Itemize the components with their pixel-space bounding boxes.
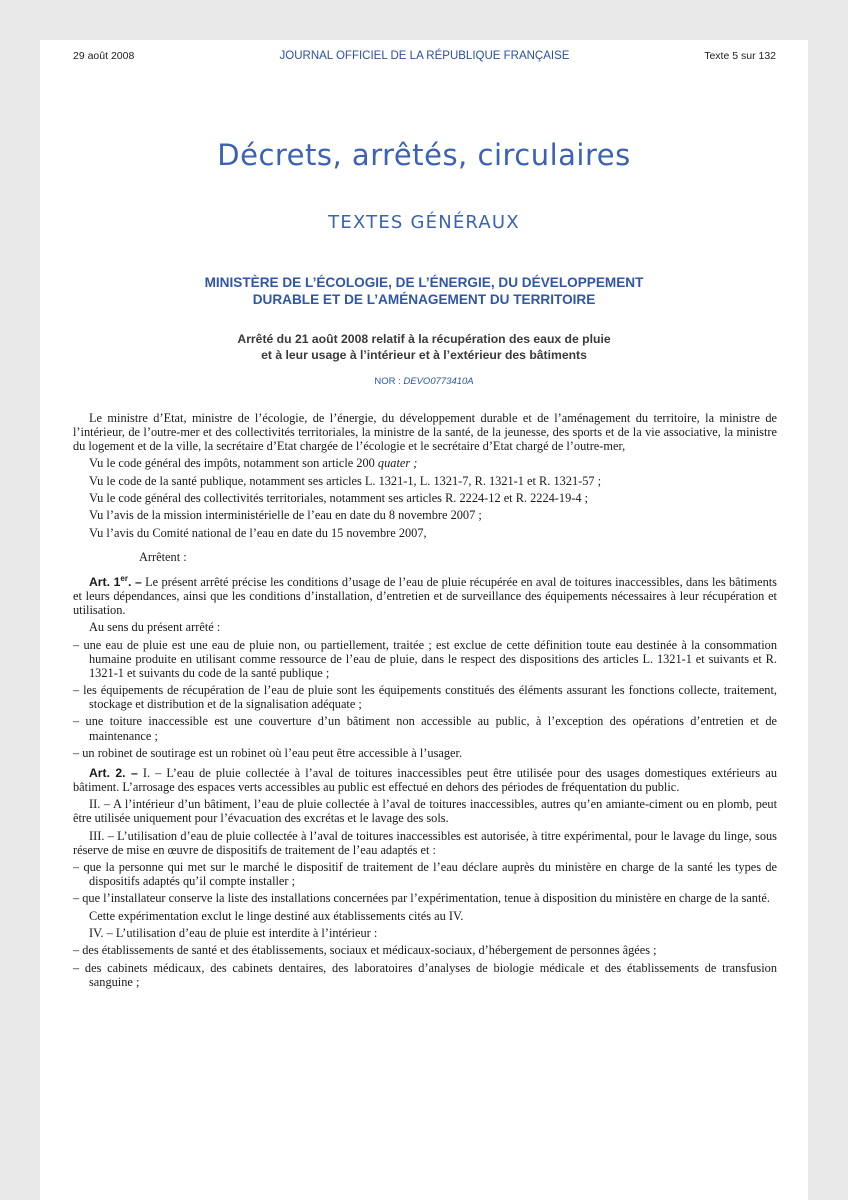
article-1-definition-2: – les équipements de récupération de l’eau de pluie sont les équipements constitués des éléments assurant les fonctions collecte, traitement, stockage et distribution et de la signalisation adéquate ; — [73, 683, 777, 712]
article-2-paragraph-5: IV. – L’utilisation d’eau de pluie est interdite à l’intérieur : — [89, 925, 378, 940]
article-2-paragraph-1: I. – L’eau de pluie collectée à l’aval de toitures inaccessibles peut être utilisée pour des usages domestiques extérieurs au bâtiment. L’arrosage des espaces verts accessibles au public est effectué en dehors des périodes de fréquentation du public. — [73, 765, 777, 794]
journal-title: JOURNAL OFFICIEL DE LA RÉPUBLIQUE FRANÇAISE — [279, 50, 570, 62]
ministry-line-2: DURABLE ET DE L’AMÉNAGEMENT DU TERRITOIRE — [252, 292, 596, 307]
article-2-label: Art. 2. – — [89, 765, 138, 780]
article-1-sens: Au sens du présent arrêté : — [89, 620, 221, 635]
arrete-title — [80, 331, 768, 363]
article-2-paragraph-2: II. – A l’intérieur d’un bâtiment, l’eau de pluie collectée à l’aval de toitures inaccessibles, autres qu’en amiante-ciment ou en plomb, peut être utilisée uniquement pour l’évacuation des excrétas et le lavage des sols. — [73, 797, 777, 826]
article-2-item-1: – que la personne qui met sur le marché le dispositif de traitement de l’eau déclare auprès du ministère en charge de la santé les types de dispositifs adaptés qu’il compte installer ; — [73, 860, 777, 889]
article-1-definition-1: – une eau de pluie est une eau de pluie non, ou partiellement, traitée ; est exclue de cette définition toute eau destinée à la consommation humaine produite en utilisant comme ressource de l’eau de pluie, dans le respect des dispositions des articles L. 1321-1 et suivants et R. 1321-1 et suivants du code de la santé publique ; — [73, 637, 777, 680]
ministry-heading — [80, 274, 768, 308]
ministry-line-1: MINISTÈRE DE L’ÉCOLOGIE, DE L’ÉNERGIE, DU DÉVELOPPEMENT — [204, 275, 644, 290]
arrete-title-line-2: et à leur usage à l’intérieur et à l’extérieur des bâtiments — [261, 348, 587, 362]
article-1-text: Le présent arrêté précise les conditions d’usage de l’eau de pluie récupérée en aval de toitures inaccessibles, dans les bâtiments et leurs dépendances, ainsi que les conditions d’installation, d’entretien et de surveillance des équipements nécessaires à leur récupération et utilisation. — [73, 574, 777, 618]
running-head — [73, 50, 776, 64]
article-2-item-2: – que l’installateur conserve la liste des installations concernées par l’expérimentation, tenue à disposition du ministère en charge de la santé. — [73, 891, 770, 906]
article-1-definition-3: – une toiture inaccessible est une couverture d’un bâtiment non accessible au public, à l’exception des opérations d’entretien et de maintenance ; — [73, 714, 777, 743]
visa-3: Vu le code général des collectivités territoriales, notamment ses articles R. 2224-12 et R. 2224-19-4 ; — [89, 491, 589, 506]
document-body — [73, 411, 777, 992]
visa-1 — [73, 456, 777, 470]
article-1-label: Art. 1er. – — [89, 573, 142, 589]
preamble-intro: Le ministre d’Etat, ministre de l’écologie, de l’énergie, du développement durable et de l’aménagement du territoire, la ministre de l’intérieur, de l’outre-mer et des collectivités territoriales, la ministre de la santé, de la jeunesse, des sports et de la vie associative, la ministre du logement et de la ville, la secrétaire d’Etat chargée de l’écologie et le secrétaire d’Etat chargé de l’outre-mer, — [73, 411, 777, 454]
article-1 — [73, 572, 777, 617]
article-2-paragraph-3: III. – L’utilisation d’eau de pluie collectée à l’aval de toitures inaccessibles est autorisée, à titre expérimental, pour le lavage du linge, sous réserve de mise en œuvre de dispositifs de traitement de l’eau adaptés et : — [73, 828, 777, 857]
journal-page — [40, 40, 808, 1200]
publication-date: 29 août 2008 — [73, 50, 135, 62]
text-number: Texte 5 sur 132 — [704, 50, 776, 62]
visa-2: Vu le code de la santé publique, notamment ses articles L. 1321-1, L. 1321-7, R. 1321-1 et R. 1321-57 ; — [89, 473, 602, 488]
visa-4: Vu l’avis de la mission interministérielle de l’eau en date du 8 novembre 2007 ; — [89, 508, 482, 523]
article-2-item-3: – des établissements de santé et des établissements, sociaux et médicaux-sociaux, d’hébergement de personnes âgées ; — [73, 943, 657, 958]
article-2-paragraph-4: Cette expérimentation exclut le linge destiné aux établissements cités au IV. — [89, 908, 464, 923]
arretent: Arrêtent : — [139, 549, 187, 564]
visa-1-italic: quater ; — [377, 456, 418, 471]
main-heading: Décrets, arrêtés, circulaires — [217, 138, 631, 172]
section-heading: TEXTES GÉNÉRAUX — [328, 212, 520, 233]
article-2 — [73, 766, 777, 794]
nor-label: NOR : — [374, 376, 404, 387]
article-2-item-4: – des cabinets médicaux, des cabinets dentaires, des laboratoires d’analyses de biologie médicale et des établissements de transfusion sanguine ; — [73, 960, 777, 989]
visa-1-text: Vu le code général des impôts, notamment son article 200 — [89, 456, 378, 471]
visa-5: Vu l’avis du Comité national de l’eau en date du 15 novembre 2007, — [89, 525, 427, 540]
arrete-title-line-1: Arrêté du 21 août 2008 relatif à la récupération des eaux de pluie — [237, 332, 611, 346]
nor-code: DEVO0773410A — [403, 376, 474, 387]
article-1-definition-4: – un robinet de soutirage est un robinet où l’eau peut être accessible à l’usager. — [73, 745, 463, 760]
nor-reference — [40, 376, 808, 387]
